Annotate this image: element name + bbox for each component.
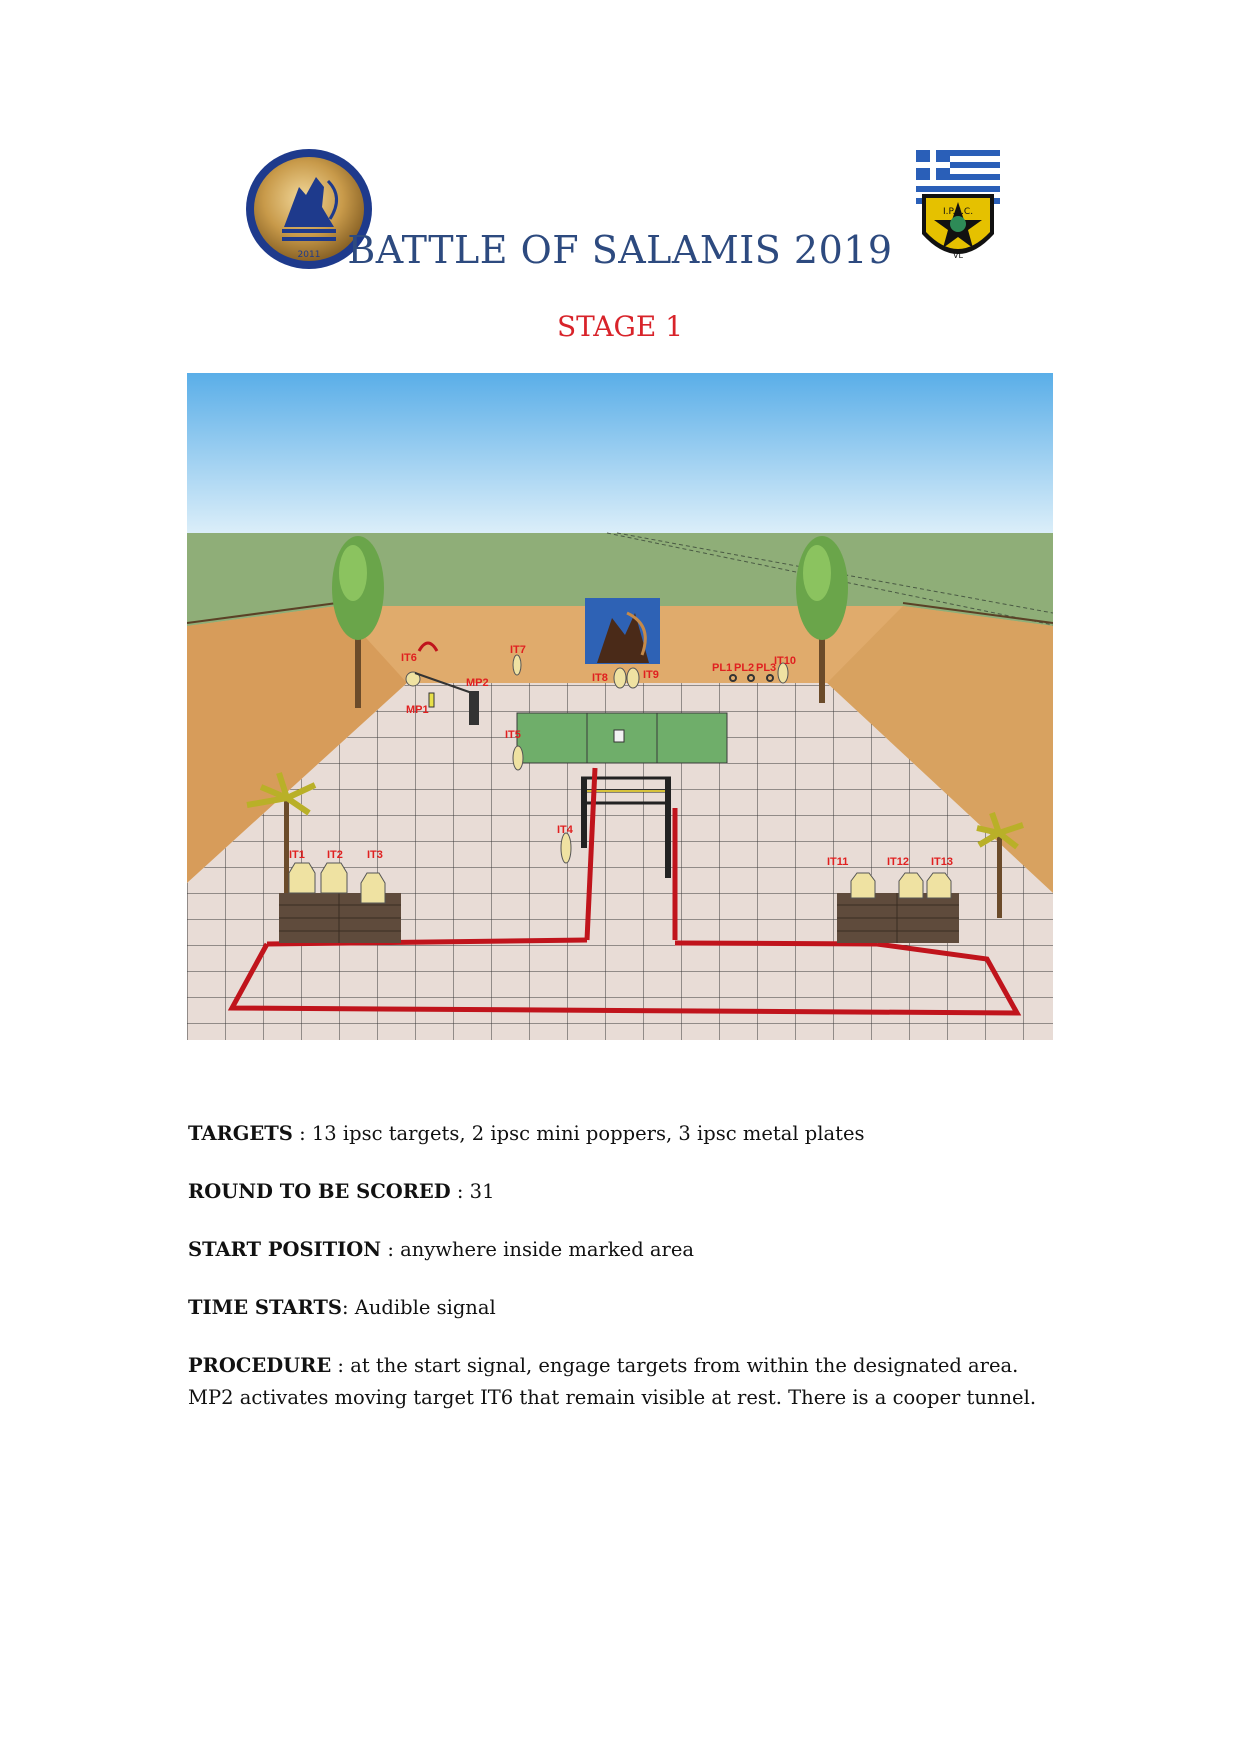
time-starts-label: TIME STARTS <box>188 1296 342 1319</box>
label-it4: IT4 <box>557 824 573 836</box>
popper-mp2 <box>469 691 479 725</box>
targets-value: : 13 ipsc targets, 2 ipsc mini poppers, 3 ipsc metal plates <box>292 1122 865 1145</box>
label-it5: IT5 <box>505 729 521 741</box>
target-it9 <box>627 668 639 688</box>
label-pl2: PL2 <box>734 662 755 674</box>
label-it11: IT11 <box>827 856 849 868</box>
start-position-label: START POSITION <box>188 1238 382 1261</box>
rounds-value: : 31 <box>450 1180 495 1203</box>
target-it1 <box>289 863 315 893</box>
target-it13 <box>927 873 951 898</box>
targets-label: TARGETS <box>188 1122 293 1145</box>
label-mp2: MP2 <box>466 677 489 689</box>
page-title: BATTLE OF SALAMIS 2019 <box>347 228 893 272</box>
popper-mp1 <box>429 693 434 707</box>
stage-title: STAGE 1 <box>556 310 684 343</box>
time-starts-value: : Audible signal <box>341 1296 496 1319</box>
target-it5 <box>513 746 523 770</box>
target-it4 <box>561 833 571 863</box>
start-position-value: : anywhere inside marked area <box>381 1238 694 1261</box>
label-it7: IT7 <box>510 644 526 656</box>
ipsc-text: I.P.S.C. <box>942 207 974 217</box>
label-it6: IT6 <box>401 652 417 664</box>
procedure-row <box>188 1350 1068 1414</box>
rounds-row <box>188 1176 1068 1208</box>
label-pl3: PL3 <box>756 662 777 674</box>
procedure-label: PROCEDURE <box>188 1354 332 1377</box>
label-it13: IT13 <box>931 856 954 868</box>
wall-right <box>837 893 959 943</box>
target-it8 <box>614 668 626 688</box>
cooper-tunnel <box>517 713 727 763</box>
target-it7 <box>513 655 521 675</box>
label-pl1: PL1 <box>712 662 733 674</box>
warrior-banner <box>585 598 660 664</box>
ipsc-initials: VL <box>953 251 963 260</box>
targets-row <box>188 1118 1068 1150</box>
rounds-label: ROUND TO BE SCORED <box>188 1180 451 1203</box>
target-it3 <box>361 873 385 903</box>
procedure-value: : at the start signal, engage targets from within the designated area. MP2 activates moving target IT6 that remain visible at rest. There is a cooper tunnel. <box>188 1354 1037 1409</box>
label-it1: IT1 <box>289 849 305 861</box>
logo-year: 2011 <box>297 250 321 260</box>
label-it2: IT2 <box>327 849 343 861</box>
label-mp1: MP1 <box>406 704 429 716</box>
target-it11 <box>851 873 875 898</box>
time-starts-row <box>188 1292 1068 1324</box>
target-it2 <box>321 863 347 893</box>
label-it9: IT9 <box>643 669 659 681</box>
label-it3: IT3 <box>367 849 383 861</box>
start-position-row <box>188 1234 1068 1266</box>
label-it8: IT8 <box>592 672 608 684</box>
stage-diagram <box>187 373 1053 1040</box>
label-it12: IT12 <box>887 856 910 868</box>
stage-info <box>188 1118 1068 1440</box>
label-it10: IT10 <box>774 655 797 667</box>
target-it12 <box>899 873 923 898</box>
